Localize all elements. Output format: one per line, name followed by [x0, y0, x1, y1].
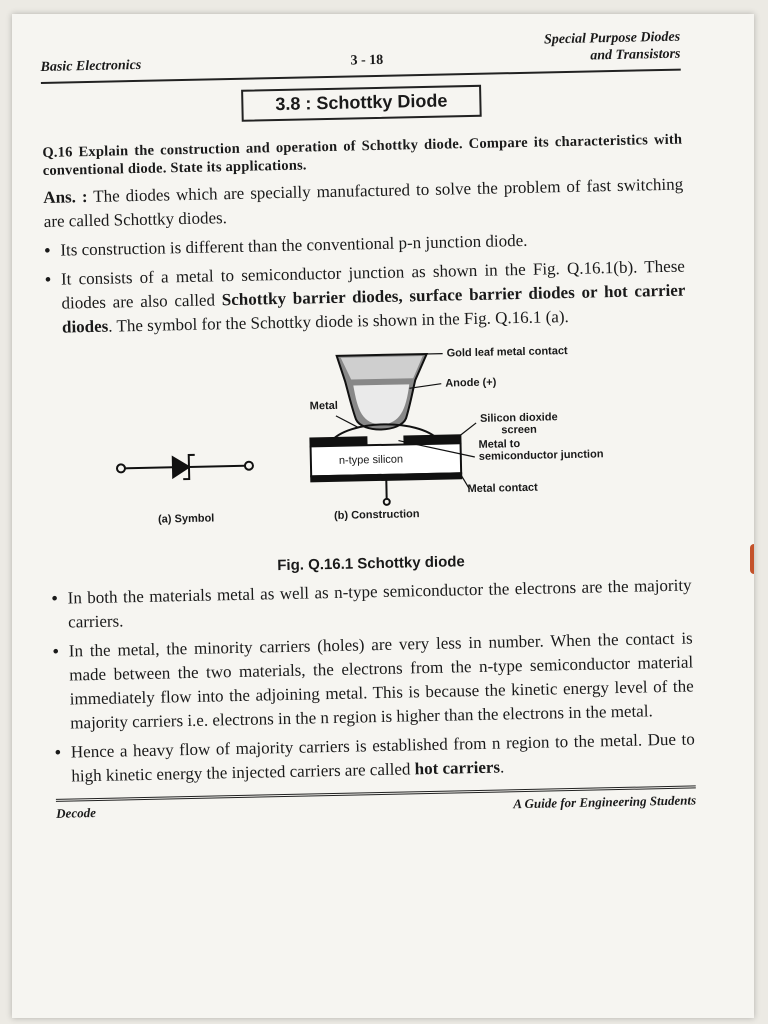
answer-prefix: Ans. : [43, 187, 88, 207]
footer-publisher: Decode [56, 805, 97, 821]
question-text: Q.16 Explain the construction and operation of Schottky diode. Compare its characteristics with conventional diode. State its applications. [42, 131, 683, 179]
bullet-hot-part1: Hence a heavy flow of majority carriers is established from n region to the metal. Due to high kinetic energy the injected carriers are called [70, 729, 695, 786]
header-chapter-line1: Special Purpose Diodes [543, 29, 681, 48]
header-chapter-title [544, 29, 681, 66]
label-metal: Metal [309, 399, 338, 413]
label-metal-semiconductor [478, 436, 603, 463]
bullet-list-top [44, 226, 686, 340]
page-content [40, 27, 696, 824]
bullet-hot-part2: . [499, 757, 505, 777]
label-n-type: n-type silicon [338, 453, 404, 467]
figure-caption: Fig. Q.16.1 Schottky diode [277, 553, 465, 575]
header-page-number: 3 - 18 [350, 52, 384, 69]
label-sio2-line2: screen [501, 423, 537, 437]
bullet-junction-part1: It consists of a metal to semiconductor junction as shown in the Fig. Q.16.1(b). These diodes are also called [60, 256, 686, 313]
label-mtos-line1: Metal to [478, 438, 521, 451]
label-metal-contact: Metal contact [467, 481, 538, 496]
header-book-title: Basic Electronics [40, 57, 142, 75]
answer-text: The diodes which are specially manufactured to solve the problem of fast switching are called Schottky diodes. [43, 174, 684, 231]
bullet-hot-carriers [55, 727, 696, 788]
bullet-majority-carriers: • In both the materials metal as well as n-type semiconductor the electrons are the majority carriers. [51, 573, 692, 634]
figure-schottky [46, 335, 690, 558]
label-silicon-dioxide [480, 411, 558, 437]
label-gold-leaf: Gold leaf metal contact [446, 345, 568, 360]
bullet-junction-part2: . The symbol for the Schottky diode is shown in the Fig. Q.16.1 (a). [108, 306, 569, 336]
answer-paragraph [43, 173, 684, 234]
bullet-hot-bold: hot carriers [414, 757, 501, 779]
caption-symbol: (a) Symbol [157, 512, 215, 526]
schottky-construction [309, 353, 478, 506]
running-header [40, 27, 681, 82]
schottky-symbol [117, 454, 253, 481]
bullet-junction [45, 255, 686, 340]
footer-series: A Guide for Engineering Students [513, 792, 697, 812]
page-tab-marker [750, 544, 754, 574]
label-sio2-line1: Silicon dioxide [479, 411, 558, 425]
section-title: 3.8 : Schottky Diode [241, 85, 482, 122]
bullet-junction-bold: Schottky barrier diodes, surface barrier diodes or hot carrier diodes [61, 280, 686, 337]
bullet-construction: • Its construction is different than the conventional p-n junction diode. [44, 226, 684, 263]
label-anode: Anode (+) [445, 376, 497, 390]
book-page [12, 14, 754, 1018]
label-mtos-line2: semiconductor junction [478, 448, 604, 463]
header-chapter-line2: and Transistors [590, 46, 681, 64]
bullet-minority-carriers: • In the metal, the minority carriers (holes) are very less in number. When the contact is made between the two materials, the electrons from the n-type semiconductor material immediately flow into the adjoining metal. This is because the kinetic energy level of the majority carriers i.e. electrons in the n region is higher than the electrons in the metal. [53, 626, 695, 735]
caption-construction: (b) Construction [333, 508, 420, 522]
bullet-list-bottom [51, 573, 695, 788]
